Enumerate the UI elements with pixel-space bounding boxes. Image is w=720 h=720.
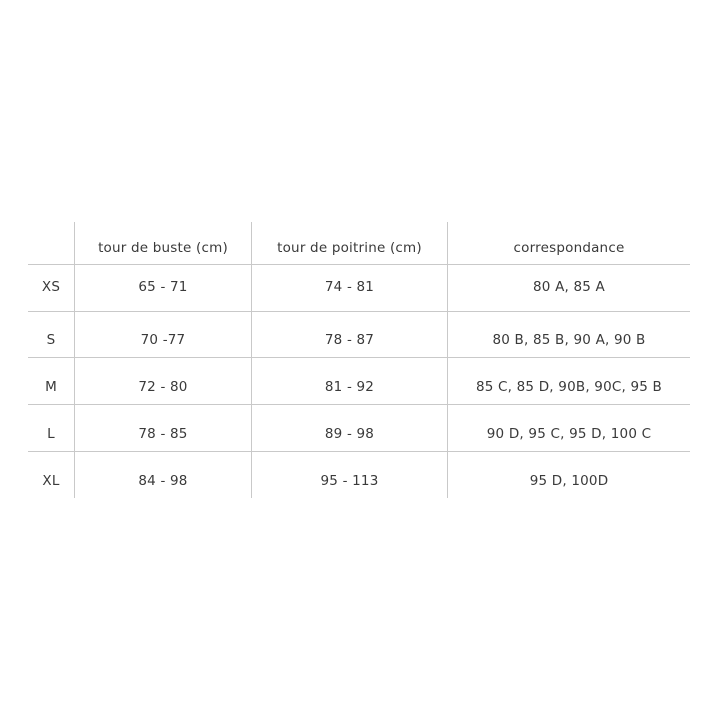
poitrine-value: 81 - 92 [324,379,375,395]
buste-value: 84 - 98 [138,473,188,489]
buste-value: 70 -77 [140,332,186,348]
size-label: XL [42,473,60,489]
row-divider [28,451,690,452]
size-label: S [46,332,56,348]
buste-value: 65 - 71 [138,279,188,295]
table-row [28,458,690,504]
poitrine-value: 74 - 81 [324,279,375,295]
poitrine-value: 78 - 87 [324,332,375,348]
correspondance-value: 90 D, 95 C, 95 D, 100 C [486,426,652,442]
size-chart-table [28,222,690,498]
correspondance-value: 95 D, 100D [529,473,609,489]
row-divider [28,357,690,358]
correspondance-value: 80 B, 85 B, 90 A, 90 B [492,332,646,348]
size-label: L [47,426,55,442]
row-divider [28,311,690,312]
correspondance-value: 85 C, 85 D, 90B, 90C, 95 B [475,379,663,395]
size-label: M [45,379,57,395]
table-header-row [28,222,690,268]
poitrine-value: 95 - 113 [320,473,379,489]
table-row [28,274,690,320]
header-cell-buste: tour de buste (cm) [98,240,228,256]
header-cell-correspondance: correspondance [513,240,625,256]
buste-value: 78 - 85 [138,426,188,442]
header-cell-poitrine: tour de poitrine (cm) [277,240,422,256]
correspondance-value: 80 A, 85 A [533,279,605,295]
buste-value: 72 - 80 [138,379,188,395]
size-label: XS [41,279,61,295]
poitrine-value: 89 - 98 [324,426,375,442]
row-divider [28,404,690,405]
